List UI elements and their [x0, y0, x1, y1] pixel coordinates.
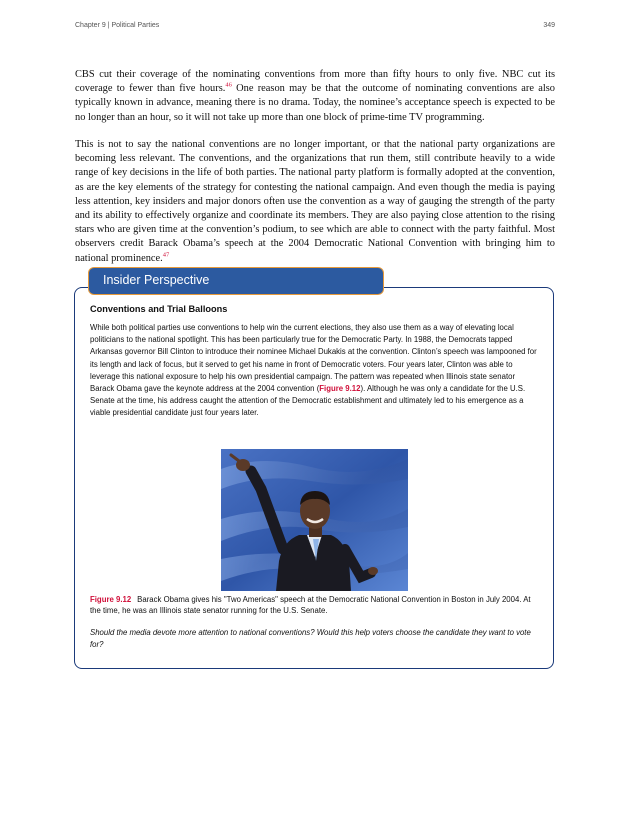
reference-46[interactable]: 46 — [225, 81, 232, 89]
caption-label: Figure 9.12 — [90, 595, 132, 604]
paragraph-1-text-b: One reason may be that the outcome of nominating conventions are also typically known in advance, meaning there is no drama. Today, the nominee’s acceptance speech is expected to be no longer than an hour, so it will not take up more than one block of prime-time TV programming. — [75, 83, 555, 123]
caption-text: Barack Obama gives his "Two Americas" speech at the Democratic National Convention in Boston in July 2004. At the time, he was an Illinois state senator running for the U.S. Senate. — [90, 595, 531, 615]
discussion-question: Should the media devote more attention to national conventions? Would this help voters choose the candidate they want to vote for? — [90, 628, 531, 649]
feature-text-a: While both political parties use conventions to help win the current elections, they also use them as a way of elevating local politicians to the national spotlight. This has been particularly true for the Democratic Party. In 1988, the Democrats tapped Arkansas governor Bill Clinton to introduce their nominee Michael Dukakis at the convention. Clinton’s speech was lampooned for its length and lack of focus, but it served to get his name in front of Democratic voters. Four years later, Clinton was able to leverage this national exposure to help his own presidential campaign. The pattern was repeated when Illinois state senator Barack Obama gave the keynote address at the 2004 convention ( — [90, 323, 537, 394]
obama-speech-illustration — [221, 449, 408, 591]
page-header — [75, 22, 555, 36]
feature-text — [90, 322, 540, 420]
chapter-title: Chapter 9 | Political Parties — [75, 22, 160, 29]
obama-photo — [221, 449, 408, 591]
paragraph-2-text: This is not to say the national conventions are no longer important, or that the national party organizations are becoming less relevant. The conventions, and the organizations that run them, still contribute heavily to a wide range of key decisions in the life of both parties. The national party platform is formally adopted at the convention, as are the key elements of the strategy for contesting the national campaign. And even though the media is paying less attention, key insiders and major donors often use the convention as a way of gauging the strength of the party and its ability to effectively organize and coordinate its members. They are also paying close attention to the rising stars who are given time at the convention’s podium, to see which are able to connect with the party faithful. Most observers credit Barack Obama’s speech at the 2004 Democratic National Convention with bringing him to national prominence. — [75, 139, 555, 264]
insider-perspective-tab: Insider Perspective — [88, 267, 384, 295]
feature-text-b: ). Although he was only a candidate for the U.S. Senate at the time, his address caught the attention of the Democratic establishment and ultimately led to his emergence as a viable presidential candidate just four years later. — [90, 384, 526, 418]
figure-9-12-link[interactable]: Figure 9.12 — [319, 384, 361, 394]
reference-47[interactable]: 47 — [162, 251, 170, 259]
paragraph-1-text-a: CBS cut their coverage of the nominating conventions from more than fifty hours to only five. NBC cut its coverage to fewer than five hours. — [75, 69, 555, 95]
feature-title: Conventions and Trial Balloons — [90, 304, 228, 314]
figure-caption — [90, 594, 540, 616]
paragraph-2 — [75, 138, 555, 266]
page-number: 349 — [543, 22, 555, 29]
paragraph-1 — [75, 68, 555, 125]
